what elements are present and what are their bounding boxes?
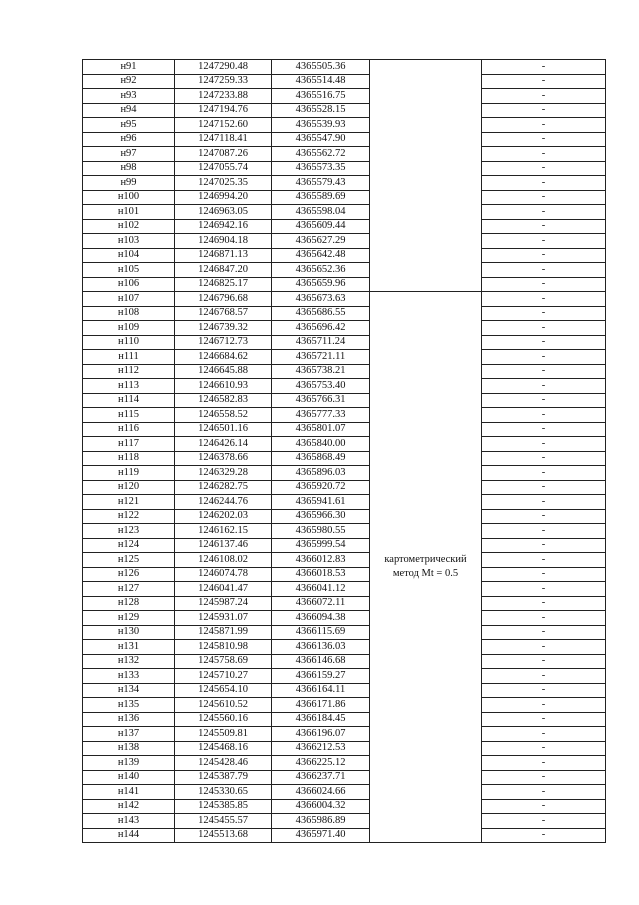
value-cell: - [482, 828, 606, 843]
point-id-cell: н127 [83, 582, 175, 597]
y-coordinate-cell: 4366136.03 [272, 640, 370, 655]
point-id-cell: н94 [83, 103, 175, 118]
value-cell: - [482, 538, 606, 553]
value-cell: - [482, 596, 606, 611]
y-coordinate-cell: 4366171.86 [272, 698, 370, 713]
point-id-cell: н118 [83, 451, 175, 466]
y-coordinate-cell: 4365609.44 [272, 219, 370, 234]
x-coordinate-cell: 1246582.83 [175, 393, 272, 408]
x-coordinate-cell: 1245654.10 [175, 683, 272, 698]
value-cell: - [482, 408, 606, 423]
point-id-cell: н101 [83, 205, 175, 220]
table-row [83, 161, 606, 176]
y-coordinate-cell: 4365868.49 [272, 451, 370, 466]
y-coordinate-cell: 4365573.35 [272, 161, 370, 176]
point-id-cell: н136 [83, 712, 175, 727]
value-cell: - [482, 292, 606, 307]
table-row [83, 219, 606, 234]
point-id-cell: н126 [83, 567, 175, 582]
y-coordinate-cell: 4365966.30 [272, 509, 370, 524]
x-coordinate-cell: 1245468.16 [175, 741, 272, 756]
table-row [83, 596, 606, 611]
value-cell: - [482, 814, 606, 829]
value-cell: - [482, 611, 606, 626]
x-coordinate-cell: 1246074.78 [175, 567, 272, 582]
point-id-cell: н143 [83, 814, 175, 829]
point-id-cell: н125 [83, 553, 175, 568]
table-row [83, 364, 606, 379]
table-row [83, 60, 606, 75]
y-coordinate-cell: 4366094.38 [272, 611, 370, 626]
value-cell: - [482, 335, 606, 350]
table-row [83, 770, 606, 785]
value-cell: - [482, 524, 606, 539]
table-row [83, 422, 606, 437]
x-coordinate-cell: 1246942.16 [175, 219, 272, 234]
y-coordinate-cell: 4366012.83 [272, 553, 370, 568]
table-row [83, 451, 606, 466]
x-coordinate-cell: 1247233.88 [175, 89, 272, 104]
point-id-cell: н109 [83, 321, 175, 336]
x-coordinate-cell: 1246041.47 [175, 582, 272, 597]
y-coordinate-cell: 4365562.72 [272, 147, 370, 162]
value-cell: - [482, 799, 606, 814]
y-coordinate-cell: 4365659.96 [272, 277, 370, 292]
point-id-cell: н96 [83, 132, 175, 147]
point-id-cell: н134 [83, 683, 175, 698]
point-id-cell: н129 [83, 611, 175, 626]
y-coordinate-cell: 4366146.68 [272, 654, 370, 669]
value-cell: - [482, 466, 606, 481]
x-coordinate-cell: 1245513.68 [175, 828, 272, 843]
x-coordinate-cell: 1246825.17 [175, 277, 272, 292]
y-coordinate-cell: 4366225.12 [272, 756, 370, 771]
table-row [83, 205, 606, 220]
point-id-cell: н107 [83, 292, 175, 307]
point-id-cell: н95 [83, 118, 175, 133]
point-id-cell: н91 [83, 60, 175, 75]
value-cell: - [482, 683, 606, 698]
x-coordinate-cell: 1246994.20 [175, 190, 272, 205]
x-coordinate-cell: 1246684.62 [175, 350, 272, 365]
value-cell: - [482, 147, 606, 162]
value-cell: - [482, 741, 606, 756]
y-coordinate-cell: 4365516.75 [272, 89, 370, 104]
y-coordinate-cell: 4365528.15 [272, 103, 370, 118]
y-coordinate-cell: 4365941.61 [272, 495, 370, 510]
value-cell: - [482, 698, 606, 713]
point-id-cell: н108 [83, 306, 175, 321]
y-coordinate-cell: 4366072.11 [272, 596, 370, 611]
value-cell: - [482, 727, 606, 742]
method-text-line: картометрический [384, 554, 467, 566]
value-cell: - [482, 582, 606, 597]
x-coordinate-cell: 1246558.52 [175, 408, 272, 423]
point-id-cell: н138 [83, 741, 175, 756]
y-coordinate-cell: 4365598.04 [272, 205, 370, 220]
point-id-cell: н120 [83, 480, 175, 495]
x-coordinate-cell: 1246329.28 [175, 466, 272, 481]
x-coordinate-cell: 1246426.14 [175, 437, 272, 452]
table-row [83, 495, 606, 510]
point-id-cell: н114 [83, 393, 175, 408]
value-cell: - [482, 60, 606, 75]
y-coordinate-cell: 4365721.11 [272, 350, 370, 365]
table-row [83, 509, 606, 524]
value-cell: - [482, 495, 606, 510]
value-cell: - [482, 640, 606, 655]
table-row [83, 321, 606, 336]
point-id-cell: н140 [83, 770, 175, 785]
table-row [83, 466, 606, 481]
y-coordinate-cell: 4365589.69 [272, 190, 370, 205]
table-row [83, 567, 606, 582]
point-id-cell: н104 [83, 248, 175, 263]
x-coordinate-cell: 1247152.60 [175, 118, 272, 133]
table-row [83, 654, 606, 669]
table-row [83, 727, 606, 742]
value-cell: - [482, 306, 606, 321]
x-coordinate-cell: 1246712.73 [175, 335, 272, 350]
x-coordinate-cell: 1245455.57 [175, 814, 272, 829]
value-cell: - [482, 364, 606, 379]
table-row [83, 335, 606, 350]
x-coordinate-cell: 1246739.32 [175, 321, 272, 336]
table-row [83, 89, 606, 104]
y-coordinate-cell: 4366184.45 [272, 712, 370, 727]
value-cell: - [482, 350, 606, 365]
value-cell: - [482, 770, 606, 785]
table-row [83, 263, 606, 278]
y-coordinate-cell: 4365514.48 [272, 74, 370, 89]
y-coordinate-cell: 4365753.40 [272, 379, 370, 394]
table-row [83, 553, 606, 568]
y-coordinate-cell: 4365766.31 [272, 393, 370, 408]
y-coordinate-cell: 4365801.07 [272, 422, 370, 437]
y-coordinate-cell: 4365539.93 [272, 118, 370, 133]
x-coordinate-cell: 1245610.52 [175, 698, 272, 713]
x-coordinate-cell: 1247118.41 [175, 132, 272, 147]
y-coordinate-cell: 4366212.53 [272, 741, 370, 756]
table-row [83, 234, 606, 249]
point-id-cell: н128 [83, 596, 175, 611]
value-cell: - [482, 785, 606, 800]
point-id-cell: н142 [83, 799, 175, 814]
table-row [83, 118, 606, 133]
point-id-cell: н97 [83, 147, 175, 162]
x-coordinate-cell: 1245931.07 [175, 611, 272, 626]
value-cell: - [482, 277, 606, 292]
table-row [83, 379, 606, 394]
y-coordinate-cell: 4366164.11 [272, 683, 370, 698]
point-id-cell: н103 [83, 234, 175, 249]
value-cell: - [482, 321, 606, 336]
point-id-cell: н141 [83, 785, 175, 800]
value-cell: - [482, 263, 606, 278]
table-row [83, 132, 606, 147]
x-coordinate-cell: 1247055.74 [175, 161, 272, 176]
x-coordinate-cell: 1245810.98 [175, 640, 272, 655]
value-cell: - [482, 509, 606, 524]
table-row [83, 408, 606, 423]
y-coordinate-cell: 4365579.43 [272, 176, 370, 191]
value-cell: - [482, 756, 606, 771]
point-id-cell: н122 [83, 509, 175, 524]
value-cell: - [482, 393, 606, 408]
value-cell: - [482, 205, 606, 220]
x-coordinate-cell: 1245385.85 [175, 799, 272, 814]
table-row [83, 190, 606, 205]
value-cell: - [482, 190, 606, 205]
table-row [83, 277, 606, 292]
point-id-cell: н111 [83, 350, 175, 365]
x-coordinate-cell: 1245509.81 [175, 727, 272, 742]
table-row [83, 437, 606, 452]
x-coordinate-cell: 1247025.35 [175, 176, 272, 191]
point-id-cell: н106 [83, 277, 175, 292]
value-cell: - [482, 437, 606, 452]
y-coordinate-cell: 4366004.32 [272, 799, 370, 814]
point-id-cell: н92 [83, 74, 175, 89]
value-cell: - [482, 654, 606, 669]
point-id-cell: н110 [83, 335, 175, 350]
x-coordinate-cell: 1246202.03 [175, 509, 272, 524]
point-id-cell: н112 [83, 364, 175, 379]
table-row [83, 538, 606, 553]
value-cell: - [482, 712, 606, 727]
value-cell: - [482, 422, 606, 437]
x-coordinate-cell: 1246871.13 [175, 248, 272, 263]
value-cell: - [482, 567, 606, 582]
x-coordinate-cell: 1245560.16 [175, 712, 272, 727]
method-cell [370, 292, 482, 843]
x-coordinate-cell: 1245330.65 [175, 785, 272, 800]
table-row [83, 814, 606, 829]
coordinates-table [82, 59, 606, 843]
point-id-cell: н113 [83, 379, 175, 394]
table-row [83, 785, 606, 800]
value-cell: - [482, 379, 606, 394]
y-coordinate-cell: 4365696.42 [272, 321, 370, 336]
point-id-cell: н133 [83, 669, 175, 684]
table-row [83, 799, 606, 814]
x-coordinate-cell: 1246904.18 [175, 234, 272, 249]
value-cell: - [482, 118, 606, 133]
table-row [83, 828, 606, 843]
y-coordinate-cell: 4365627.29 [272, 234, 370, 249]
x-coordinate-cell: 1246847.20 [175, 263, 272, 278]
table-row [83, 393, 606, 408]
point-id-cell: н137 [83, 727, 175, 742]
table-row [83, 669, 606, 684]
x-coordinate-cell: 1247087.26 [175, 147, 272, 162]
table-row [83, 480, 606, 495]
point-id-cell: н121 [83, 495, 175, 510]
x-coordinate-cell: 1246610.93 [175, 379, 272, 394]
point-id-cell: н93 [83, 89, 175, 104]
x-coordinate-cell: 1245987.24 [175, 596, 272, 611]
x-coordinate-cell: 1246768.57 [175, 306, 272, 321]
y-coordinate-cell: 4365652.36 [272, 263, 370, 278]
value-cell: - [482, 451, 606, 466]
y-coordinate-cell: 4365971.40 [272, 828, 370, 843]
y-coordinate-cell: 4365738.21 [272, 364, 370, 379]
y-coordinate-cell: 4365711.24 [272, 335, 370, 350]
y-coordinate-cell: 4365505.36 [272, 60, 370, 75]
y-coordinate-cell: 4365999.54 [272, 538, 370, 553]
value-cell: - [482, 74, 606, 89]
table-row [83, 756, 606, 771]
y-coordinate-cell: 4366237.71 [272, 770, 370, 785]
table-row [83, 698, 606, 713]
value-cell: - [482, 89, 606, 104]
x-coordinate-cell: 1246108.02 [175, 553, 272, 568]
table-row [83, 712, 606, 727]
point-id-cell: н116 [83, 422, 175, 437]
y-coordinate-cell: 4366159.27 [272, 669, 370, 684]
table-row [83, 640, 606, 655]
x-coordinate-cell: 1246501.16 [175, 422, 272, 437]
y-coordinate-cell: 4366024.66 [272, 785, 370, 800]
table-row [83, 582, 606, 597]
x-coordinate-cell: 1246378.66 [175, 451, 272, 466]
point-id-cell: н98 [83, 161, 175, 176]
y-coordinate-cell: 4365840.00 [272, 437, 370, 452]
point-id-cell: н102 [83, 219, 175, 234]
value-cell: - [482, 103, 606, 118]
y-coordinate-cell: 4365777.33 [272, 408, 370, 423]
table-row [83, 248, 606, 263]
x-coordinate-cell: 1245387.79 [175, 770, 272, 785]
table-row [83, 625, 606, 640]
y-coordinate-cell: 4365986.89 [272, 814, 370, 829]
point-id-cell: н130 [83, 625, 175, 640]
y-coordinate-cell: 4365686.55 [272, 306, 370, 321]
y-coordinate-cell: 4366196.07 [272, 727, 370, 742]
point-id-cell: н139 [83, 756, 175, 771]
x-coordinate-cell: 1245871.99 [175, 625, 272, 640]
point-id-cell: н99 [83, 176, 175, 191]
table-row [83, 306, 606, 321]
point-id-cell: н105 [83, 263, 175, 278]
table-row [83, 350, 606, 365]
y-coordinate-cell: 4365980.55 [272, 524, 370, 539]
value-cell: - [482, 161, 606, 176]
y-coordinate-cell: 4365896.03 [272, 466, 370, 481]
y-coordinate-cell: 4365920.72 [272, 480, 370, 495]
point-id-cell: н100 [83, 190, 175, 205]
method-text-line: метод Mt = 0.5 [392, 568, 459, 579]
y-coordinate-cell: 4365547.90 [272, 132, 370, 147]
value-cell: - [482, 219, 606, 234]
table-row [83, 524, 606, 539]
point-id-cell: н135 [83, 698, 175, 713]
table-row [83, 683, 606, 698]
table-row [83, 176, 606, 191]
value-cell: - [482, 248, 606, 263]
value-cell: - [482, 669, 606, 684]
y-coordinate-cell: 4365642.48 [272, 248, 370, 263]
x-coordinate-cell: 1246162.15 [175, 524, 272, 539]
x-coordinate-cell: 1246137.46 [175, 538, 272, 553]
y-coordinate-cell: 4366115.69 [272, 625, 370, 640]
value-cell: - [482, 132, 606, 147]
table-row [83, 103, 606, 118]
table-row [83, 292, 606, 307]
point-id-cell: н131 [83, 640, 175, 655]
table-row [83, 741, 606, 756]
table-row [83, 611, 606, 626]
table-row [83, 147, 606, 162]
point-id-cell: н144 [83, 828, 175, 843]
method-cell-empty [370, 60, 482, 292]
y-coordinate-cell: 4365673.63 [272, 292, 370, 307]
point-id-cell: н124 [83, 538, 175, 553]
value-cell: - [482, 553, 606, 568]
point-id-cell: н117 [83, 437, 175, 452]
x-coordinate-cell: 1246963.05 [175, 205, 272, 220]
x-coordinate-cell: 1246796.68 [175, 292, 272, 307]
value-cell: - [482, 176, 606, 191]
y-coordinate-cell: 4366018.53 [272, 567, 370, 582]
table-row [83, 74, 606, 89]
point-id-cell: н132 [83, 654, 175, 669]
x-coordinate-cell: 1245758.69 [175, 654, 272, 669]
x-coordinate-cell: 1246645.88 [175, 364, 272, 379]
x-coordinate-cell: 1246244.76 [175, 495, 272, 510]
value-cell: - [482, 480, 606, 495]
y-coordinate-cell: 4366041.12 [272, 582, 370, 597]
coordinates-table-body [83, 60, 606, 843]
x-coordinate-cell: 1245428.46 [175, 756, 272, 771]
value-cell: - [482, 625, 606, 640]
x-coordinate-cell: 1245710.27 [175, 669, 272, 684]
point-id-cell: н115 [83, 408, 175, 423]
x-coordinate-cell: 1247194.76 [175, 103, 272, 118]
x-coordinate-cell: 1246282.75 [175, 480, 272, 495]
x-coordinate-cell: 1247290.48 [175, 60, 272, 75]
x-coordinate-cell: 1247259.33 [175, 74, 272, 89]
value-cell: - [482, 234, 606, 249]
point-id-cell: н123 [83, 524, 175, 539]
point-id-cell: н119 [83, 466, 175, 481]
